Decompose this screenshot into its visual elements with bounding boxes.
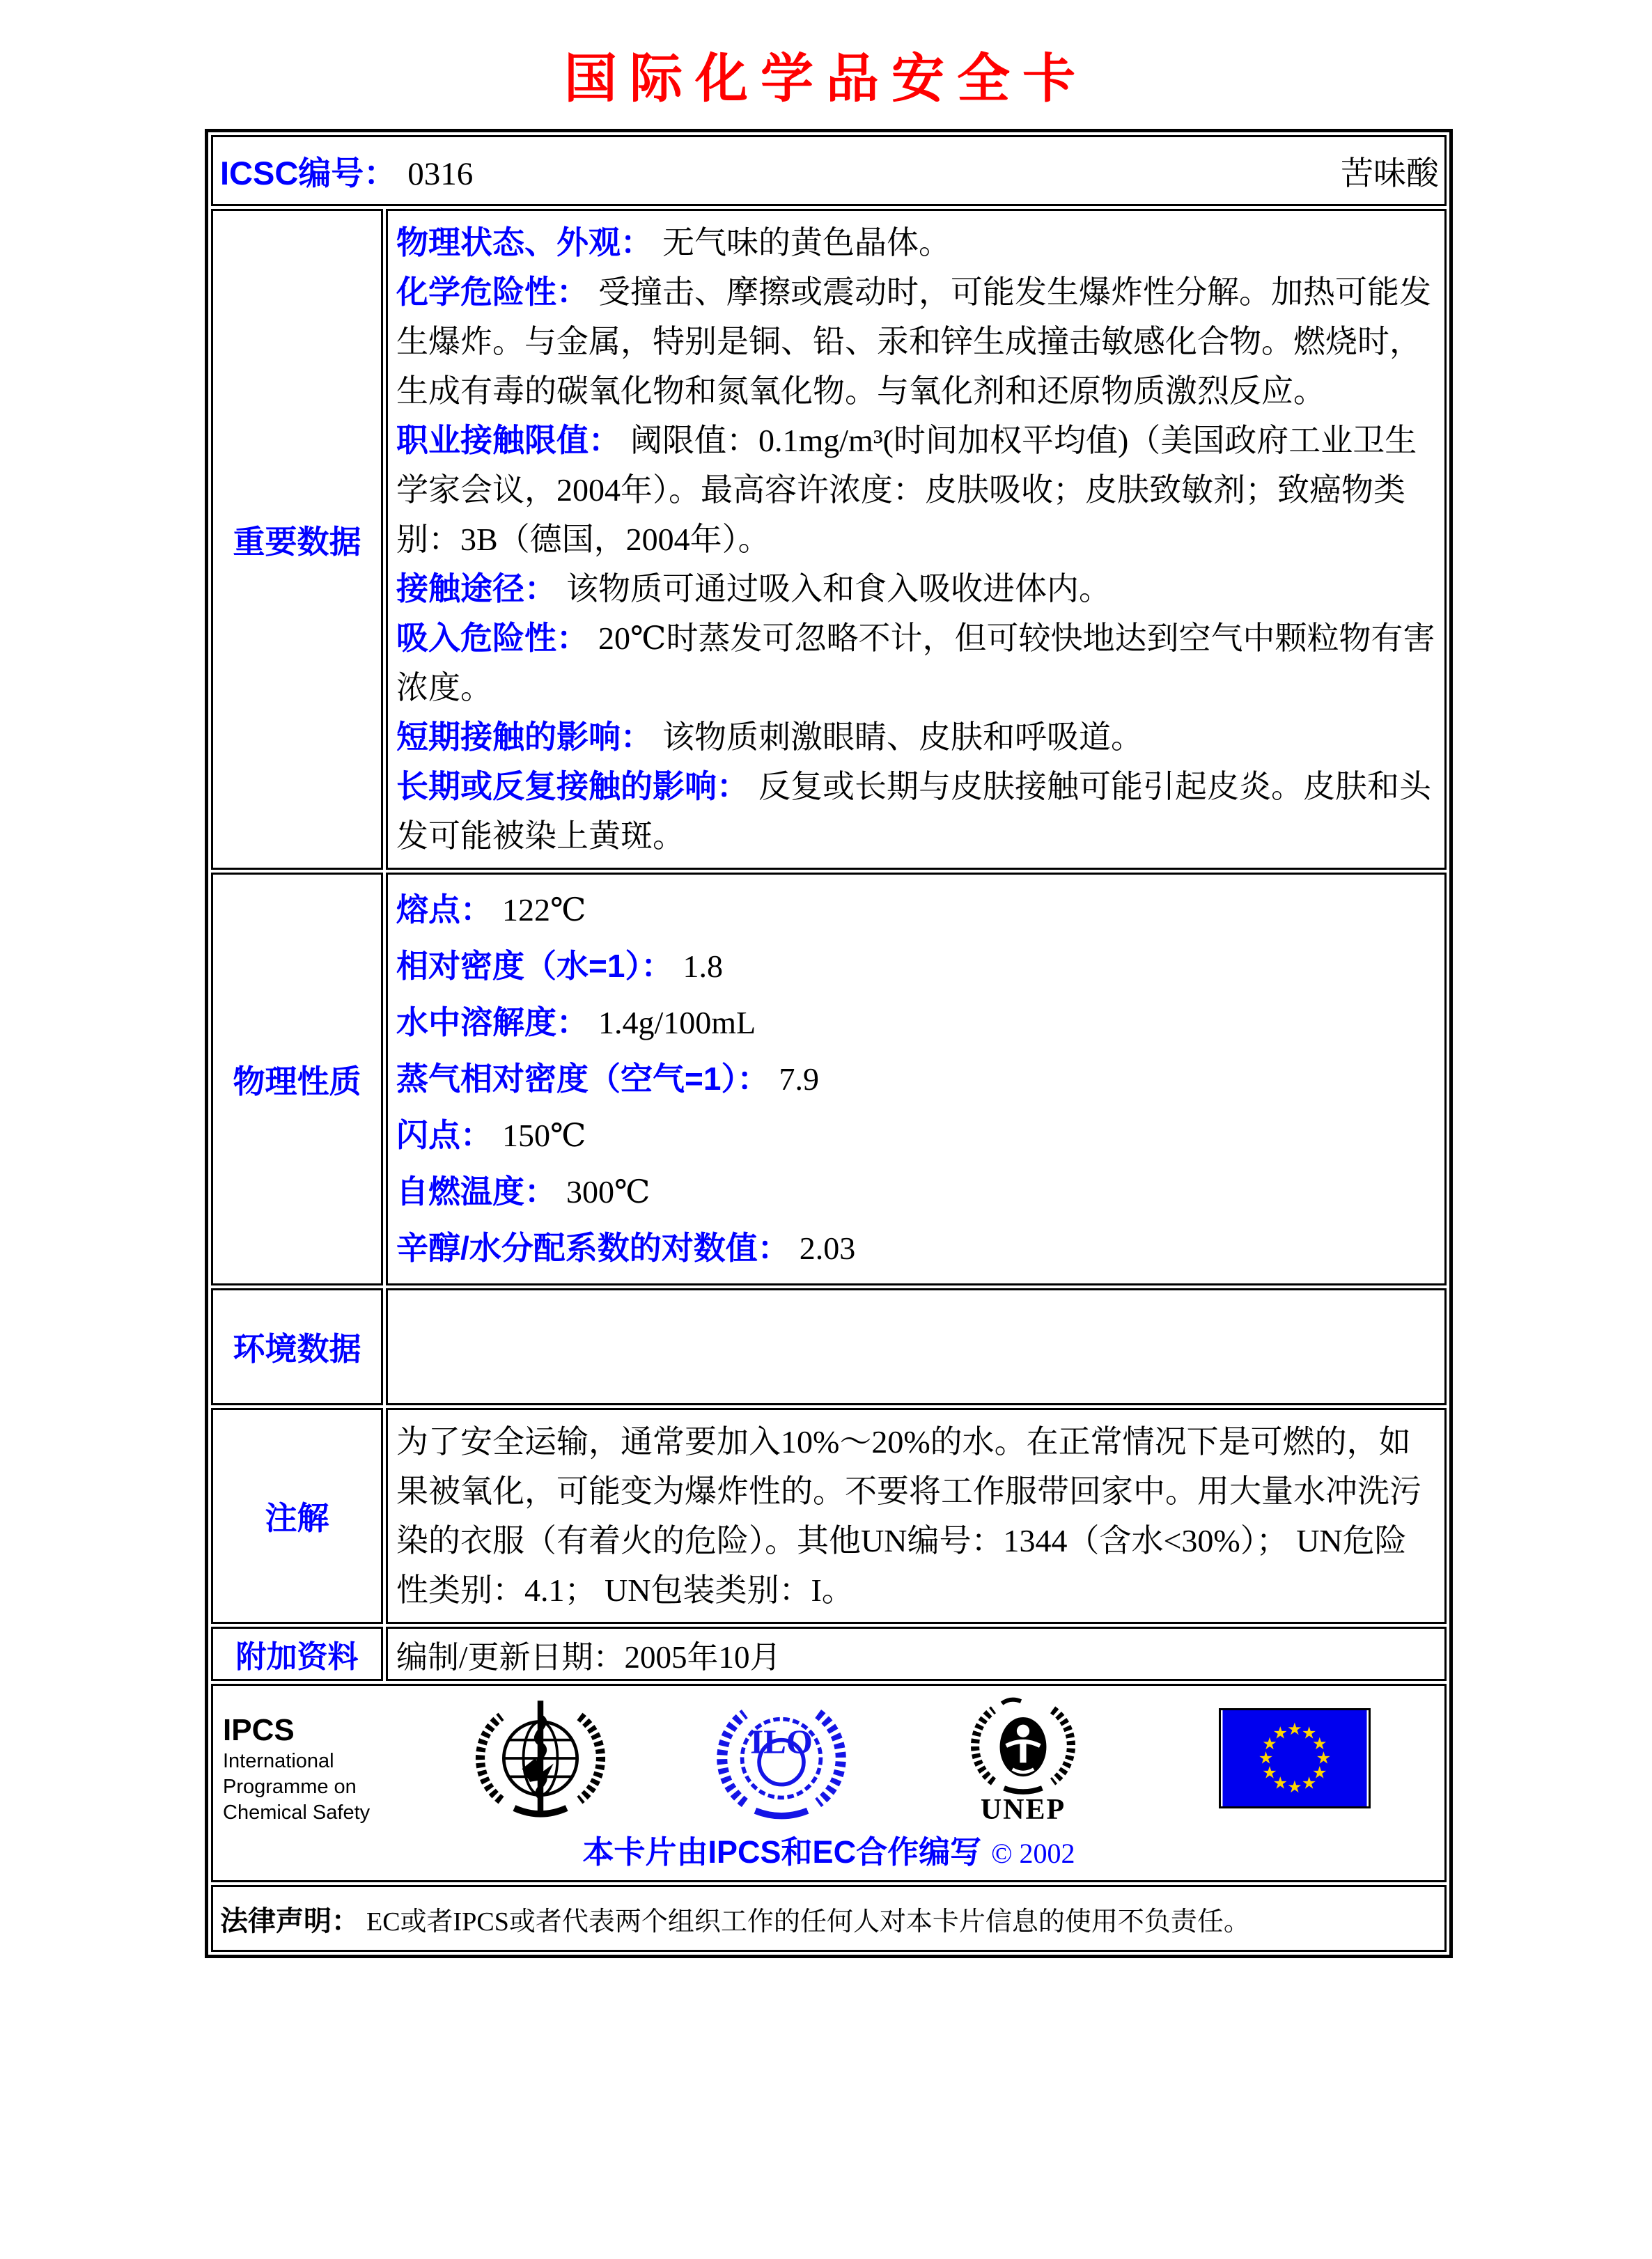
section-content-important-data <box>386 209 1447 870</box>
icsc-number-group <box>220 148 473 194</box>
section-label-environmental-data: 环境数据 <box>211 1288 383 1405</box>
prop-water-solubility: 水中溶解度： 1.4g/100mL <box>396 1004 756 1040</box>
svg-text:★: ★ <box>1262 1763 1277 1783</box>
unep-logo-block <box>957 1693 1089 1827</box>
unep-label: UNEP <box>980 1794 1066 1826</box>
notes-text: 为了安全运输，通常要加入10%～20%的水。在正常情况下是可燃的，如果被氧化，可能变为爆炸性的。不要将工作服带回家中。用大量水冲洗污染的衣服（有着火的危险）。其他UN编号：1344（含水<30%）； UN危险性类别：4.1； UN包装类别：I。 <box>396 1424 1421 1608</box>
svg-text:★: ★ <box>1312 1734 1327 1753</box>
important-item-exposure-routes: 接触途径： 该物质可通过吸入和食入吸收进体内。 <box>396 570 1111 607</box>
ipcs-text-block <box>213 1693 397 1826</box>
header-row <box>211 135 1447 206</box>
svg-text:ILO: ILO <box>750 1722 813 1761</box>
eu-flag-icon <box>1219 1708 1371 1808</box>
important-item-occupational-limits: 职业接触限值： 阈限值：0.1mg/m³(时间加权平均值)（美国政府工业卫生学家会议，2004年）。最高容许浓度：皮肤吸收；皮肤致敏剂；致癌物类别：3B（德国，2004年）。 <box>396 422 1417 557</box>
prop-relative-density: 相对密度（水=1）： 1.8 <box>396 948 723 984</box>
ipcs-line-3: Chemical Safety <box>223 1801 371 1824</box>
footer-caption <box>213 1827 1444 1872</box>
caption-text: 本卡片由IPCS和EC合作编写 <box>582 1834 982 1870</box>
prop-melting-point: 熔点： 122℃ <box>396 891 586 928</box>
svg-text:★: ★ <box>1301 1723 1317 1743</box>
page-title: 国际化学品安全卡 <box>564 47 1088 109</box>
legal-label: 法律声明： <box>220 1905 359 1937</box>
footer-row <box>211 1684 1447 1882</box>
icsc-number-label: ICSC编号： <box>220 154 397 191</box>
important-item-long-term-effects: 长期或反复接触的影响： 反复或长期与皮肤接触可能引起皮炎。皮肤和头发可能被染上黄斑。 <box>396 768 1431 854</box>
svg-text:★: ★ <box>1301 1774 1317 1793</box>
section-label-additional-info: 附加资料 <box>211 1627 383 1681</box>
svg-text:★: ★ <box>1287 1720 1302 1740</box>
ilo-logo-icon <box>716 1693 847 1824</box>
important-item-chemical-danger: 化学危险性： 受撞击、摩擦或震动时，可能发生爆炸性分解。加热可能发生爆炸。与金属，特别是铜、铅、汞和锌生成撞击敏感化合物。燃烧时，生成有毒的碳氧化物和氮氧化物。与氧化剂和还原物质激烈反应。 <box>396 274 1431 409</box>
section-content-notes <box>386 1408 1447 1624</box>
section-content-additional-info <box>386 1627 1447 1681</box>
svg-text:★: ★ <box>1312 1763 1327 1783</box>
icsc-number-value: 0316 <box>407 155 474 192</box>
prop-autoignition-temp: 自燃温度： 300℃ <box>396 1173 650 1210</box>
svg-text:★: ★ <box>1262 1734 1277 1753</box>
copyright-text: © 2002 <box>991 1838 1075 1869</box>
unep-logo-icon <box>970 1693 1076 1799</box>
prop-flash-point: 闪点： 150℃ <box>396 1117 586 1153</box>
icsc-table <box>211 135 1447 1952</box>
logos-row <box>213 1693 1444 1827</box>
svg-text:★: ★ <box>1316 1749 1332 1768</box>
section-label-notes: 注解 <box>211 1408 383 1624</box>
section-label-physical-properties: 物理性质 <box>211 873 383 1285</box>
ipcs-title: IPCS <box>223 1713 295 1747</box>
section-content-physical-properties <box>386 873 1447 1285</box>
svg-text:★: ★ <box>1258 1749 1274 1768</box>
icsc-card <box>205 129 1453 1958</box>
ipcs-line-2: Programme on <box>223 1776 357 1798</box>
svg-text:★: ★ <box>1272 1774 1288 1793</box>
prop-octanol-water-log: 辛醇/水分配系数的对数值： 2.03 <box>396 1230 856 1266</box>
additional-info-text: 编制/更新日期：2005年10月 <box>396 1639 781 1675</box>
legal-text: EC或者IPCS或者代表两个组织工作的任何人对本卡片信息的使用不负责任。 <box>366 1907 1250 1937</box>
ipcs-line-1: International <box>223 1750 334 1772</box>
important-item-inhalation-risk: 吸入危险性： 20℃时蒸发可忽略不计，但可较快地达到空气中颗粒物有害浓度。 <box>396 620 1435 705</box>
important-item-physical-state: 物理状态、外观： 无气味的黄色晶体。 <box>396 224 951 260</box>
svg-text:★: ★ <box>1287 1777 1302 1797</box>
svg-text:★: ★ <box>1272 1723 1288 1743</box>
chemical-name: 苦味酸 <box>1341 155 1439 192</box>
legal-row <box>211 1885 1447 1952</box>
who-logo-icon <box>475 1693 606 1824</box>
important-item-short-term-effects: 短期接触的影响： 该物质刺激眼睛、皮肤和呼吸道。 <box>396 719 1143 755</box>
section-label-important-data: 重要数据 <box>211 209 383 870</box>
prop-vapor-density: 蒸气相对密度（空气=1）： 7.9 <box>396 1061 819 1097</box>
section-content-environmental-data <box>386 1288 1447 1405</box>
